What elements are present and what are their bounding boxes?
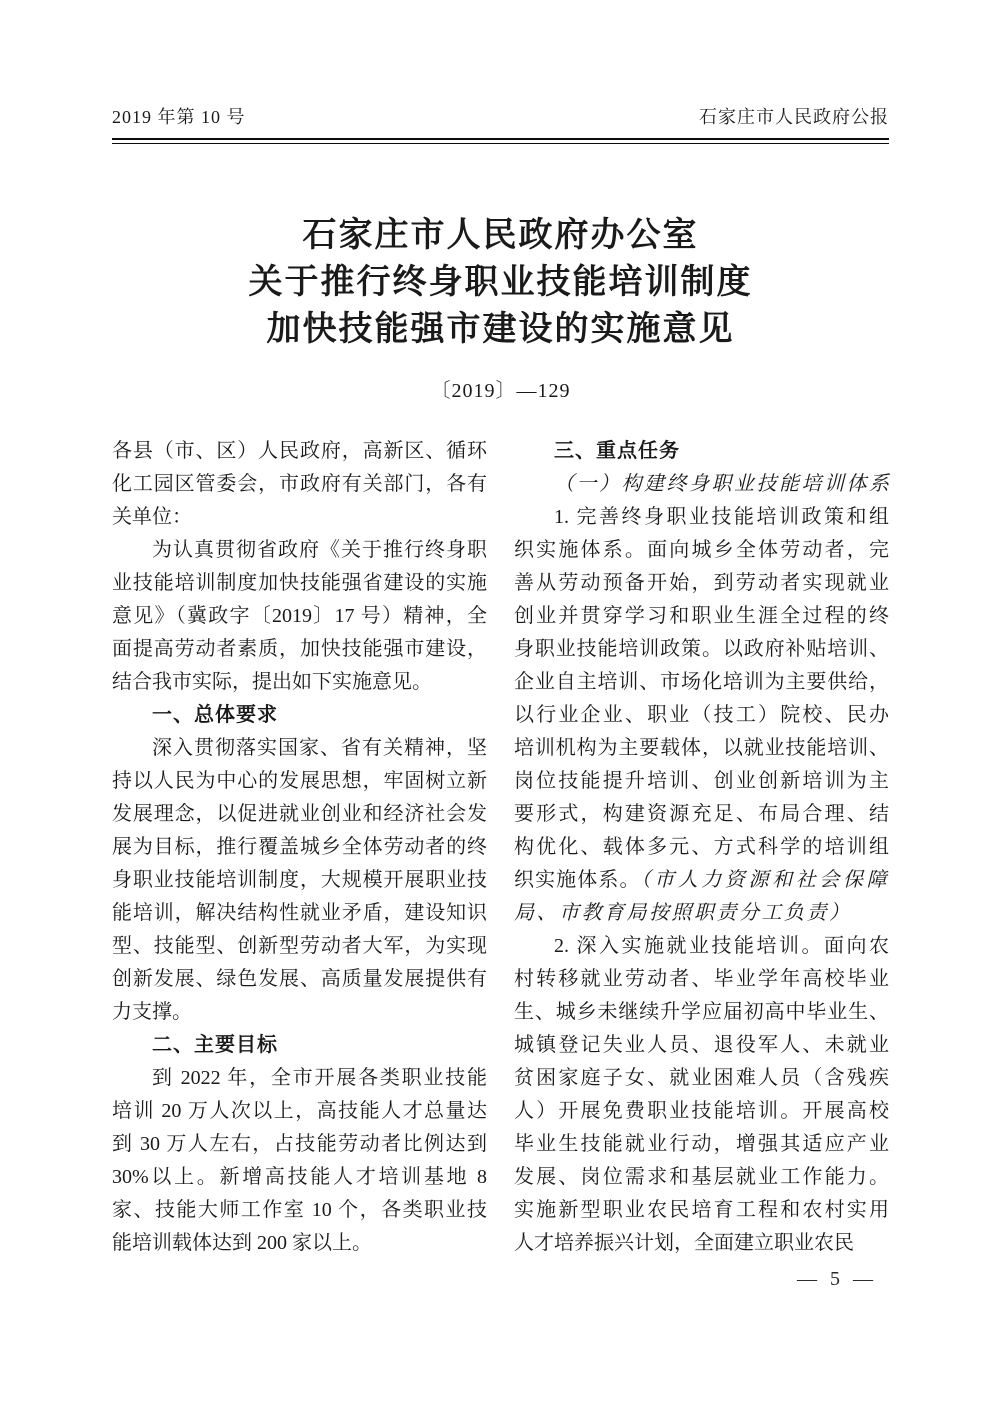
- body-text-line: 家、技能大师工作室 10 个，各类职业技: [112, 1199, 487, 1221]
- body-text-line: 贫困家庭子女、就业困难人员（含残疾: [514, 1067, 889, 1089]
- title-line-1: 石家庄市人民政府办公室: [302, 217, 699, 254]
- responsibility-note: （市人力资源和社会保障: [640, 869, 889, 891]
- body-text-line: 发展、岗位需求和基层就业工作能力。: [514, 1166, 889, 1188]
- body-text-line: 以行业企业、职业（技工）院校、民办: [514, 704, 889, 726]
- body-text-line: 型、技能型、创新型劳动者大军，为实现: [112, 935, 487, 957]
- body-text-line: 展为目标，推行覆盖城乡全体劳动者的终: [112, 836, 487, 858]
- body-text-line: 村转移就业劳动者、毕业学年高校毕业: [514, 968, 889, 990]
- body-text-line: 为认真贯彻省政府《关于推行终身职: [152, 539, 487, 561]
- body-text-line: 发展理念，以促进就业创业和经济社会发: [112, 803, 487, 825]
- body-text-line: 身职业技能培训制度，大规模开展职业技: [112, 869, 487, 891]
- body-text-line: 城镇登记失业人员、退役军人、未就业: [514, 1034, 889, 1056]
- body-text-line: 到 2022 年，全市开展各类职业技能: [152, 1067, 487, 1089]
- body-text-line: 要形式，构建资源充足、布局合理、结: [514, 803, 889, 825]
- body-text-line: 业技能培训制度加快技能强省建设的实施: [112, 572, 487, 594]
- body-text-line: 持以人民为中心的发展思想，牢固树立新: [112, 770, 487, 792]
- body-text-line: 善从劳动预备开始，到劳动者实现就业: [514, 572, 889, 594]
- issue-number: 2019 年第 10 号: [112, 107, 246, 127]
- document-number: 〔2019〕—129: [430, 380, 571, 402]
- right-column: [514, 435, 892, 1260]
- body-text-line: 实施新型职业农民培育工程和农村实用: [514, 1199, 889, 1221]
- body-text-line: 2. 深入实施就业技能培训。面向农: [554, 935, 889, 957]
- section-heading: 一、总体要求: [152, 704, 278, 726]
- document-body: [112, 435, 892, 1260]
- body-text-line: 力支撑。: [112, 1001, 192, 1023]
- title-line-3: 加快技能强市建设的实施意见: [266, 311, 735, 348]
- body-text-line: [514, 897, 889, 930]
- body-text-line: 30%以上。新增高技能人才培训基地 8: [112, 1166, 487, 1188]
- page-number: — 5 —: [797, 1268, 877, 1290]
- section-heading: 三、重点任务: [554, 440, 680, 462]
- body-text-line: 培训机构为主要载体，以就业技能培训、: [514, 737, 889, 759]
- subsection-heading: （一）构建终身职业技能培训体系: [554, 473, 892, 495]
- body-text-line: 岗位技能提升培训、创业创新培训为主: [514, 770, 889, 792]
- body-text-line: 人）开展免费职业技能培训。开展高校: [514, 1100, 889, 1122]
- body-text-line: 织实施体系。面向城乡全体劳动者，完: [514, 539, 889, 561]
- body-text-line: 能培训，解决结构性就业矛盾，建设知识: [112, 902, 487, 924]
- section-heading: 二、主要目标: [152, 1034, 278, 1056]
- body-text-line: 毕业生技能就业行动，增强其适应产业: [514, 1133, 889, 1155]
- body-text-line: 结合我市实际，提出如下实施意见。: [112, 671, 432, 693]
- body-text-line: 企业自主培训、市场化培训为主要供给，: [514, 671, 889, 693]
- body-text-line: 构优化、载体多元、方式科学的培训组: [514, 836, 889, 858]
- body-text-line: 培训 20 万人次以上，高技能人才总量达: [112, 1100, 487, 1122]
- left-column: [112, 435, 487, 1260]
- body-text-line: 各县（市、区）人民政府，高新区、循环: [112, 440, 487, 462]
- responsibility-note: 局、市教育局按照职责分工负责）: [514, 902, 852, 924]
- body-text-line: 创业并贯穿学习和职业生涯全过程的终: [514, 605, 889, 627]
- body-text-line: 面提高劳动者素质，加快技能强市建设，: [112, 638, 487, 660]
- body-text-line: [514, 864, 889, 897]
- body-text-line: 创新发展、绿色发展、高质量发展提供有: [112, 968, 487, 990]
- page-header: [112, 104, 889, 144]
- running-head: [112, 104, 889, 130]
- body-text-line: 生、城乡未继续升学应届初高中毕业生、: [514, 1001, 889, 1023]
- document-title: [112, 212, 889, 353]
- gazette-name: 石家庄市人民政府公报: [699, 107, 889, 127]
- body-text-line: 到 30 万人左右，占技能劳动者比例达到: [112, 1133, 487, 1155]
- body-text-line: 人才培养振兴计划，全面建立职业农民: [514, 1232, 854, 1254]
- body-text-line: 能培训载体达到 200 家以上。: [112, 1232, 372, 1254]
- body-text-line: 身职业技能培训政策。以政府补贴培训、: [514, 638, 889, 660]
- title-line-2: 关于推行终身职业技能培训制度: [248, 264, 753, 301]
- body-text-line: 意见》（冀政字〔2019〕17 号）精神，全: [112, 605, 487, 627]
- body-text-line: 1. 完善终身职业技能培训政策和组: [554, 506, 889, 528]
- body-text-line: 化工园区管委会，市政府有关部门，各有: [112, 473, 487, 495]
- body-text-segment: 织实施体系。: [514, 869, 641, 891]
- body-text-line: 关单位：: [112, 506, 192, 528]
- header-rule: [112, 138, 889, 144]
- body-text-line: 深入贯彻落实国家、省有关精神，坚: [152, 737, 487, 759]
